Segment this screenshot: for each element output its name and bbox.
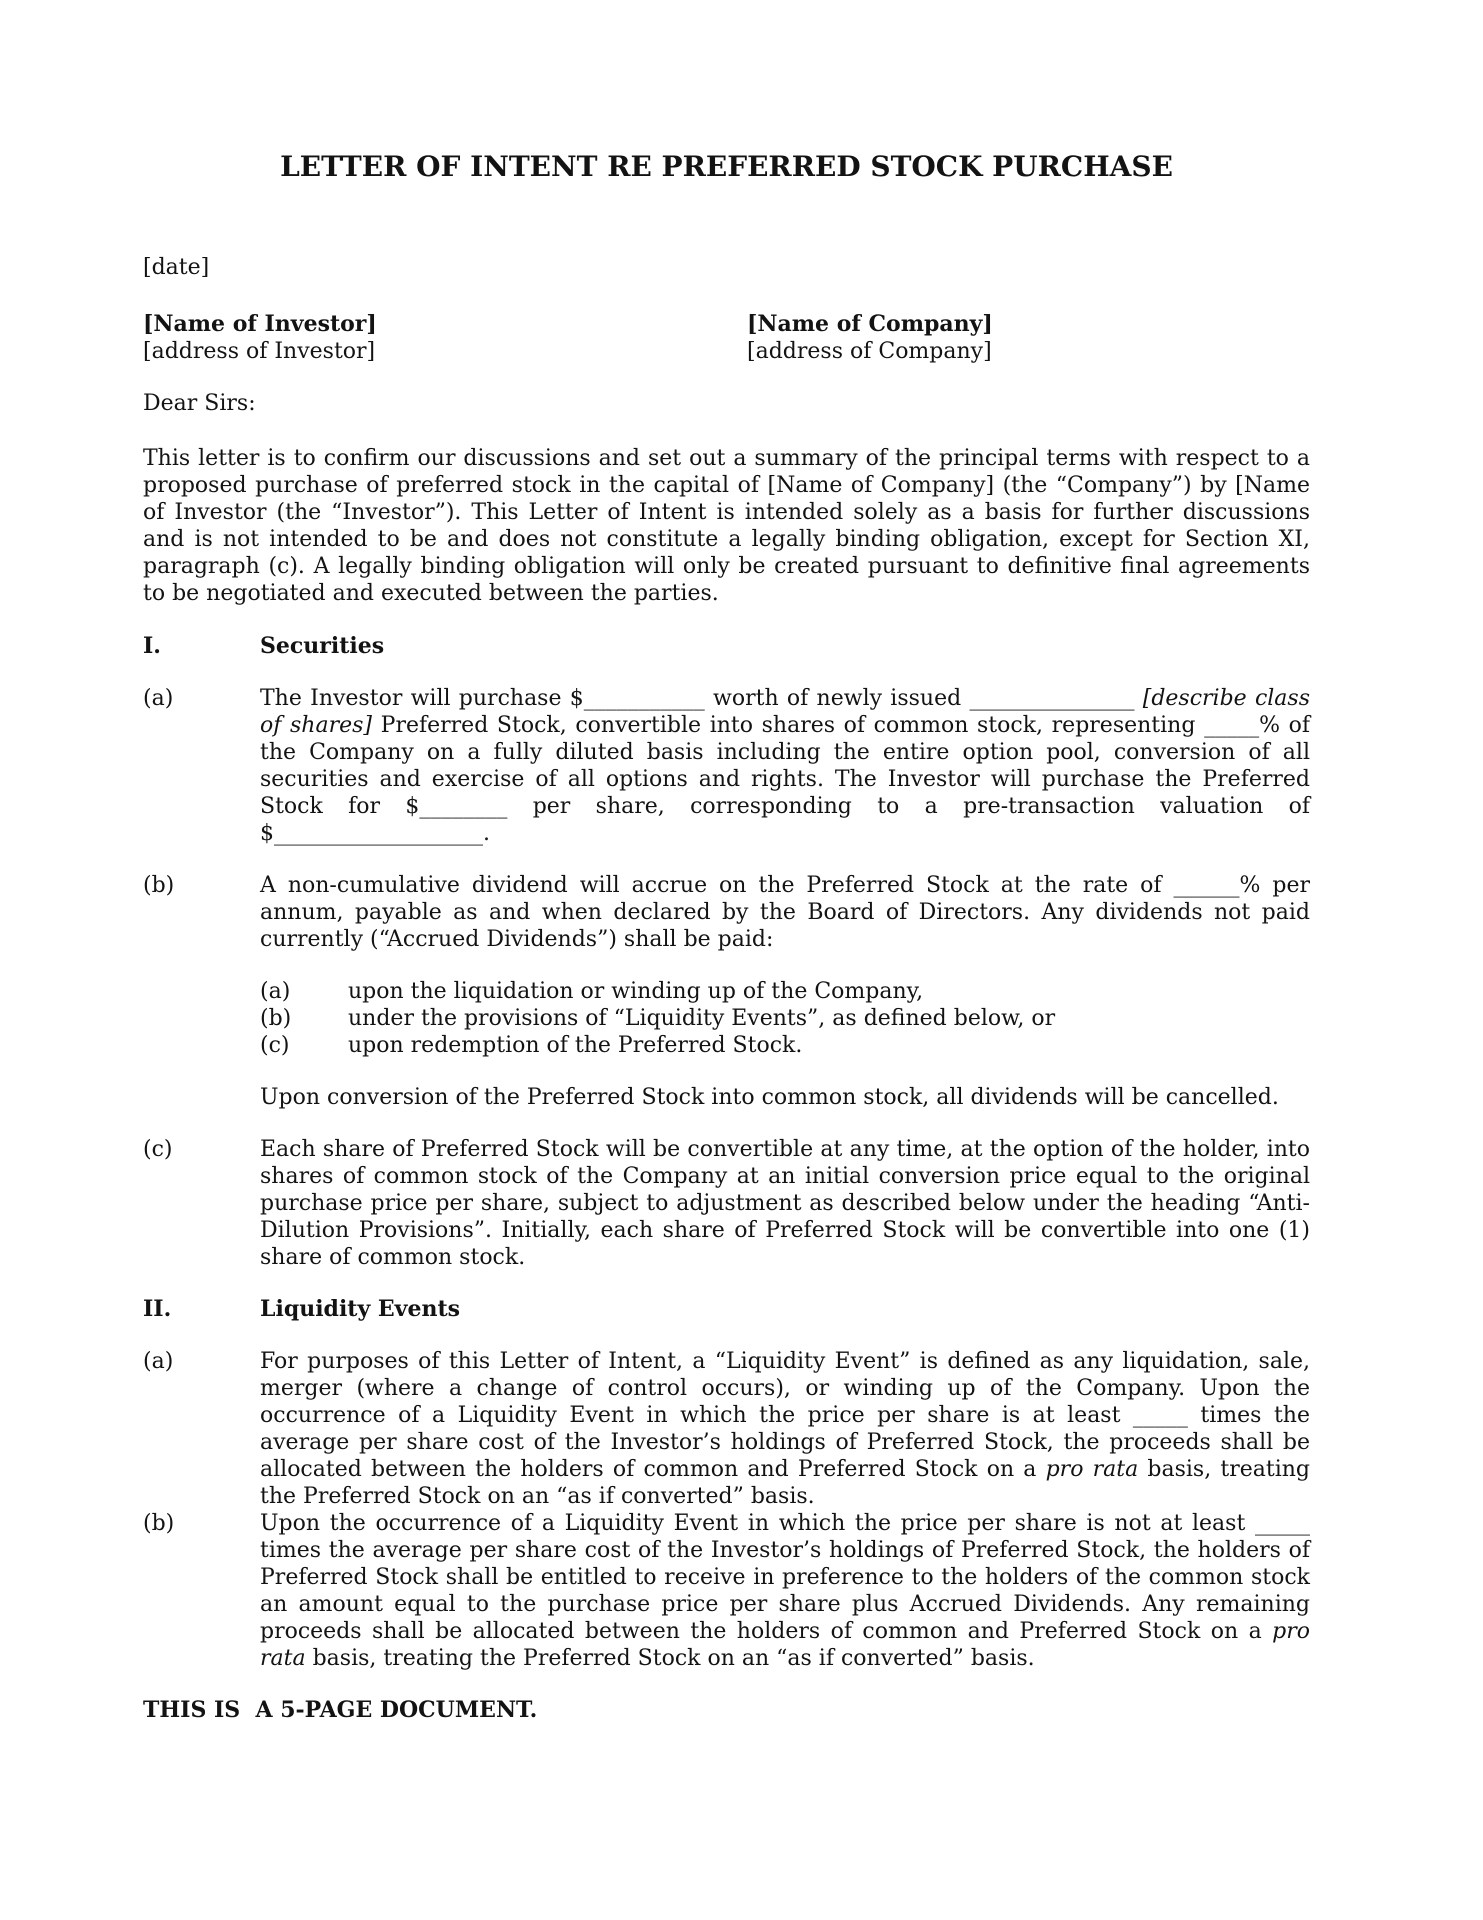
clause-paragraph — [260, 1510, 1310, 1672]
document-title: LETTER OF INTENT RE PREFERRED STOCK PURCHASE — [280, 150, 1173, 183]
clause-paragraph — [260, 1348, 1310, 1510]
company-address: [address of Company] — [747, 339, 992, 364]
clause-label: (a) — [143, 686, 174, 711]
clause-paragraph — [260, 685, 1310, 847]
sub-clause-row — [260, 978, 1310, 1005]
italic-text: pro rata — [1045, 1457, 1139, 1482]
text-segment: For purposes of this Letter of Intent, a “Liquidity Event” is defined as any liquidation, sale, merger (where a change of control occurs), or winding up of the Company. Upon the occurrence of a Liquidity Event in which the price per share is at least _____ times the average per share cost of the Investor’s holdings of Preferred Stock, the proceeds shall be allocated between the holders of common and Preferred Stock on a — [260, 1349, 1310, 1482]
section-heading-row — [143, 1296, 1310, 1323]
clause-label: (c) — [143, 1137, 173, 1162]
text-segment: A non-cumulative dividend will accrue on the Preferred Stock at the rate of ______% per annum, payable as and when declared by the Board of Directors. Any dividends not paid currently (“Accrued Dividends”) shall be paid: — [260, 873, 1310, 952]
investor-block — [143, 311, 747, 365]
company-block — [747, 311, 1310, 365]
text-segment: basis, treating the Preferred Stock on an “as if converted” basis. — [305, 1646, 1035, 1671]
date-placeholder: [date] — [143, 255, 210, 280]
clause-row — [143, 1348, 1310, 1510]
text-segment: The Investor will purchase $___________ worth of newly issued _______________ — [260, 686, 1143, 711]
sub-clause-text: under the provisions of “Liquidity Events”, as defined below, or — [348, 1006, 1056, 1031]
sub-clause-text: upon redemption of the Preferred Stock. — [348, 1033, 803, 1058]
sub-clause-label: (b) — [260, 1006, 292, 1031]
sub-clause-text: upon the liquidation or winding up of the Company, — [348, 979, 924, 1004]
investor-address: [address of Investor] — [143, 339, 376, 364]
sub-clause-list — [260, 978, 1310, 1059]
clause-label: (a) — [143, 1349, 174, 1374]
sub-clause-label: (c) — [260, 1033, 290, 1058]
clause-paragraph — [260, 872, 1310, 953]
italic-text: [describe class of shares] — [260, 686, 1311, 738]
clause-label: (b) — [143, 873, 175, 898]
section-heading-row — [143, 633, 1310, 660]
text-segment: Preferred Stock, convertible into shares of common stock, representing _____% of the Company on a fully diluted basis including the entire option pool, conversion of all securities and exercise of all options and rights. The Investor will purchase the Preferred Stock for $________ per share, corresponding to a pre-transaction valuation of $___________________. — [260, 713, 1310, 846]
sub-clause-row — [260, 1005, 1310, 1032]
sub-clause-row — [260, 1032, 1310, 1059]
salutation: Dear Sirs: — [143, 391, 256, 416]
section-number: II. — [143, 1296, 172, 1322]
clause-row — [143, 1136, 1310, 1271]
page-count-notice: THIS IS A 5-PAGE DOCUMENT. — [143, 1697, 538, 1723]
clause-label: (b) — [143, 1511, 175, 1536]
text-segment: basis, treating the Preferred Stock on an “as if converted” basis. — [260, 1457, 1311, 1509]
clause-row — [143, 1510, 1310, 1672]
intro-paragraph: This letter is to confirm our discussions and set out a summary of the principal terms with respect to a proposed purchase of preferred stock in the capital of [Name of Company] (the “Company”) by [Name of Investor (the “Investor”). This Letter of Intent is intended solely as a basis for further discussions and is not intended to be and does not constitute a legally binding obligation, except for Section XI, paragraph (c). A legally binding obligation will only be created pursuant to definitive final agreements to be negotiated and executed between the parties. — [143, 446, 1310, 606]
section-number: I. — [143, 633, 161, 659]
clause-paragraph — [260, 1136, 1310, 1271]
clause-row — [143, 685, 1310, 847]
italic-text: pro rata — [260, 1619, 1310, 1671]
section-heading: Securities — [260, 633, 385, 659]
clause-row — [143, 872, 1310, 953]
text-segment: Each share of Preferred Stock will be convertible at any time, at the option of the holder, into shares of common stock of the Company at an initial conversion price equal to the original purchase price per share, subject to adjustment as described below under the heading “Anti-Dilution Provisions”. Initially, each share of Preferred Stock will be convertible into one (1) share of common stock. — [260, 1137, 1310, 1270]
sub-clause-label: (a) — [260, 979, 291, 1004]
investor-name: [Name of Investor] — [143, 311, 377, 337]
parties-block — [143, 311, 1310, 365]
section-heading: Liquidity Events — [260, 1296, 460, 1322]
text-segment: Upon the occurrence of a Liquidity Event in which the price per share is not at least _____ times the average per share cost of the Investor’s holdings of Preferred Stock, the holders of Preferred Stock shall be entitled to receive in preference to the holders of the common stock an amount equal to the purchase price per share plus Accrued Dividends. Any remaining proceeds shall be allocated between the holders of common and Preferred Stock on a — [260, 1511, 1310, 1644]
company-name: [Name of Company] — [747, 311, 993, 337]
indented-paragraph: Upon conversion of the Preferred Stock into common stock, all dividends will be cancelled. — [260, 1085, 1279, 1110]
document-body — [143, 633, 1310, 1672]
